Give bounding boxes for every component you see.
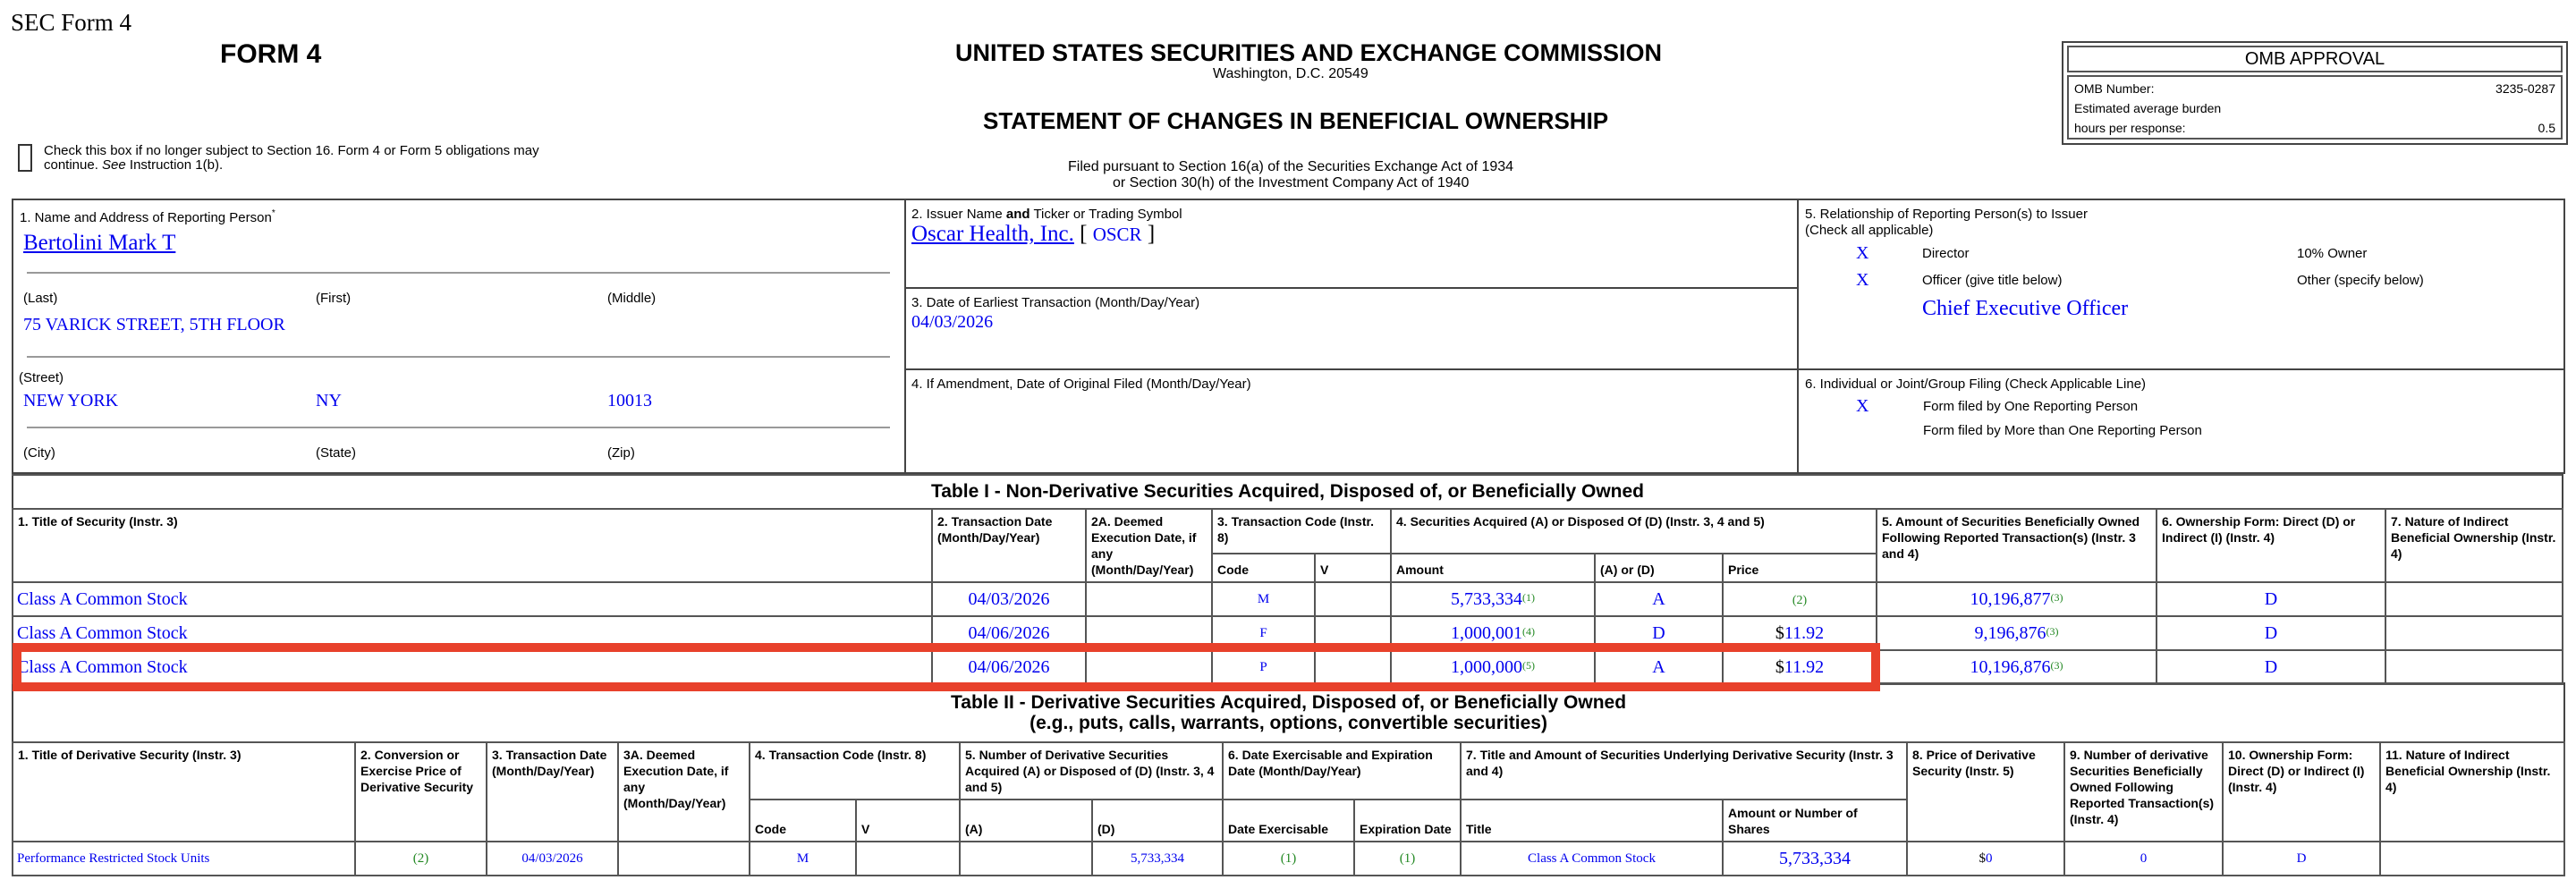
table-1-title: Table I - Non-Derivative Securities Acquired, Disposed of, or Beneficially Owned — [13, 475, 2563, 509]
omb-hours-label: hours per response: — [2074, 121, 2186, 135]
t1-sub-aord: (A) or (D) — [1595, 554, 1723, 582]
filed-line-2: or Section 30(h) of the Investment Company Act of 1940 — [1113, 175, 1470, 190]
deemed-date — [1086, 650, 1212, 684]
box1-label-text: 1. Name and Address of Reporting Person — [20, 210, 272, 225]
ownership-form: D — [2157, 650, 2385, 684]
sec-form-label: SEC Form 4 — [11, 9, 132, 36]
ticker-symbol: OSCR — [1092, 224, 1142, 245]
t2-sub-v: V — [856, 800, 960, 842]
one-person-check[interactable]: X — [1856, 396, 1869, 416]
box3-label: 3. Date of Earliest Transaction (Month/Day/Year) — [911, 295, 1200, 310]
section16-checkbox[interactable] — [18, 144, 32, 172]
t1-header-owned: 5. Amount of Securities Beneficially Owned Following Reported Transaction(s) (Instr. 3 and 4) — [1877, 509, 2157, 582]
t1-header-securities: 4. Securities Acquired (A) or Disposed Of (D) (Instr. 3, 4 and 5) — [1391, 509, 1877, 554]
dollar-sign: $ — [1979, 851, 1986, 866]
amount-cell — [1391, 650, 1595, 684]
a-or-d: D — [1595, 616, 1723, 650]
city-label: (City) — [23, 445, 55, 461]
ownership-form: D — [2223, 842, 2380, 876]
section16-text-line1: Check this box if no longer subject to Section 16. Form 4 or Form 5 obligations may — [44, 143, 539, 158]
t1-header-form: 6. Ownership Form: Direct (D) or Indirect (I) (Instr. 4) — [2157, 509, 2385, 582]
price-cell — [1723, 616, 1877, 650]
nature-cell — [2385, 650, 2563, 684]
amount-cell — [1391, 582, 1595, 616]
box1-label — [20, 210, 275, 225]
earliest-transaction-date: 04/03/2026 — [911, 312, 994, 332]
t1-sub-price: Price — [1723, 554, 1877, 582]
box5-label: 5. Relationship of Reporting Person(s) to Issuer — [1805, 207, 2088, 222]
t2-header-conversion: 2. Conversion or Exercise Price of Derivative Security — [355, 742, 487, 842]
form-title: FORM 4 — [220, 39, 322, 69]
t2-header-title: 1. Title of Derivative Security (Instr. 3) — [13, 742, 355, 842]
v-cell — [1315, 616, 1391, 650]
t2-header-form: 10. Ownership Form: Direct (D) or Indirect (I) (Instr. 4) — [2223, 742, 2380, 842]
box2-label-and: and — [1005, 207, 1030, 222]
table-2-title-line1: Table II - Derivative Securities Acquired, Disposed of, or Beneficially Owned — [951, 692, 1627, 713]
issuer-link[interactable]: Oscar Health, Inc. — [911, 222, 1074, 246]
bracket-open: [ — [1080, 222, 1088, 246]
t2-sub-amount: Amount or Number of Shares — [1723, 800, 1907, 842]
amount: 1,000,000 — [1451, 657, 1522, 677]
other-label: Other (specify below) — [2297, 273, 2424, 288]
omb-title: OMB APPROVAL — [2067, 46, 2563, 72]
security-title: Class A Common Stock — [13, 650, 932, 684]
owned-cell — [1877, 650, 2157, 684]
derivative-price: 0 — [1986, 851, 1993, 866]
transaction-code: M — [750, 842, 856, 876]
a-or-d: A — [1595, 650, 1723, 684]
state-label: (State) — [316, 445, 357, 461]
owned-amount: 10,196,877 — [1970, 589, 2051, 609]
reporting-person-link[interactable]: Bertolini Mark T — [23, 231, 176, 255]
transaction-date: 04/06/2026 — [932, 616, 1086, 650]
security-title: Class A Common Stock — [13, 582, 932, 616]
t2-header-deemed: 3A. Deemed Execution Date, if any (Month/Day/Year) — [618, 742, 750, 842]
t2-sub-exercisable: Date Exercisable — [1223, 800, 1354, 842]
deemed-date — [1086, 582, 1212, 616]
v-cell — [856, 842, 960, 876]
box5-sublabel: (Check all applicable) — [1805, 223, 1934, 238]
dollar-sign: $ — [1775, 657, 1784, 677]
nature-cell — [2385, 616, 2563, 650]
officer-title: Chief Executive Officer — [1922, 297, 2129, 320]
transaction-code: F — [1212, 616, 1315, 650]
security-title: Class A Common Stock — [13, 616, 932, 650]
omb-number: 3235-0287 — [2496, 81, 2555, 96]
transaction-date: 04/03/2026 — [932, 582, 1086, 616]
deemed-date — [618, 842, 750, 876]
footnote[interactable]: (1) — [1522, 591, 1535, 604]
issuer-line — [911, 222, 1155, 247]
transaction-code: P — [1212, 650, 1315, 684]
t2-header-nature: 11. Nature of Indirect Beneficial Ownership (Instr. 4) — [2380, 742, 2564, 842]
t1-sub-code: Code — [1212, 554, 1315, 582]
box6-label: 6. Individual or Joint/Group Filing (Check Applicable Line) — [1805, 377, 2147, 392]
t2-header-exercisable: 6. Date Exercisable and Expiration Date (Month/Day/Year) — [1223, 742, 1461, 800]
derivative-owned: 0 — [2064, 842, 2223, 876]
t1-header-date: 2. Transaction Date (Month/Day/Year) — [932, 509, 1086, 582]
date-exercisable-footnote[interactable]: (1) — [1223, 842, 1354, 876]
box2-label-c: Ticker or Trading Symbol — [1030, 207, 1182, 222]
t2-sub-d: (D) — [1092, 800, 1223, 842]
t1-sub-amount: Amount — [1391, 554, 1595, 582]
asterisk: * — [271, 208, 275, 218]
ownership-form: D — [2157, 582, 2385, 616]
multi-person-label: Form filed by More than One Reporting Person — [1923, 423, 2202, 438]
t1-sub-v: V — [1315, 554, 1391, 582]
state-value: NY — [316, 391, 342, 410]
amount-cell — [1391, 616, 1595, 650]
table-row — [13, 616, 2563, 650]
table-row — [13, 582, 2563, 616]
instruction-text: Instruction 1(b). — [125, 157, 224, 173]
filed-line-1: Filed pursuant to Section 16(a) of the Securities Exchange Act of 1934 — [1068, 159, 1514, 174]
transaction-date: 04/06/2026 — [932, 650, 1086, 684]
t1-header-deemed: 2A. Deemed Execution Date, if any (Month/Day/Year) — [1086, 509, 1212, 582]
last-label: (Last) — [23, 291, 58, 306]
see-text: See — [102, 157, 126, 173]
t2-header-underlying: 7. Title and Amount of Securities Underlying Derivative Security (Instr. 3 and 4) — [1461, 742, 1907, 800]
table-row — [13, 842, 2564, 876]
box2-label-a: 2. Issuer Name — [911, 207, 1006, 222]
footnote[interactable]: (3) — [2050, 591, 2063, 604]
t2-header-price: 8. Price of Derivative Security (Instr. 5) — [1907, 742, 2064, 842]
officer-check[interactable]: X — [1856, 270, 1869, 290]
dollar-sign: $ — [1775, 623, 1784, 643]
director-label: Director — [1922, 246, 1970, 261]
agency-title: UNITED STATES SECURITIES AND EXCHANGE COMMISSION — [955, 39, 1663, 66]
zip-label: (Zip) — [607, 445, 635, 461]
table-2-title — [13, 683, 2564, 742]
footnote[interactable]: (3) — [2050, 659, 2063, 672]
footnote[interactable]: (4) — [1522, 625, 1535, 638]
zip-value: 10013 — [607, 391, 652, 410]
nature-cell — [2385, 582, 2563, 616]
bracket-close: ] — [1147, 222, 1156, 246]
omb-burden-label: Estimated average burden — [2074, 101, 2222, 115]
price: 11.92 — [1784, 657, 1825, 677]
price-footnote[interactable]: (2) — [1792, 593, 1808, 607]
owned-cell — [1877, 582, 2157, 616]
acquired-cell — [960, 842, 1092, 876]
first-label: (First) — [316, 291, 352, 306]
t2-header-number: 5. Number of Derivative Securities Acquired (A) or Disposed of (D) (Instr. 3, 4 and 5) — [960, 742, 1223, 800]
v-cell — [1315, 650, 1391, 684]
t2-sub-title: Title — [1461, 800, 1723, 842]
ownership-form: D — [2157, 616, 2385, 650]
footnote[interactable]: (5) — [1522, 659, 1535, 672]
t2-header-code: 4. Transaction Code (Instr. 8) — [750, 742, 960, 800]
deemed-date — [1086, 616, 1212, 650]
t1-header-code: 3. Transaction Code (Instr. 8) — [1212, 509, 1391, 554]
owned-amount: 9,196,876 — [1974, 623, 2046, 643]
director-check[interactable]: X — [1856, 243, 1869, 263]
section16-text — [44, 144, 539, 173]
omb-approval-box — [2062, 41, 2568, 145]
statement-title: STATEMENT OF CHANGES IN BENEFICIAL OWNERSHIP — [983, 107, 1609, 134]
table-row-highlighted — [13, 650, 2563, 684]
v-cell — [1315, 582, 1391, 616]
nature-cell — [2380, 842, 2564, 876]
middle-label: (Middle) — [607, 291, 657, 306]
officer-label: Officer (give title below) — [1922, 273, 2063, 288]
box2-label — [911, 207, 1182, 222]
derivative-price-cell — [1907, 842, 2064, 876]
price-cell — [1723, 582, 1877, 616]
section16-text-line2: continue. — [44, 157, 103, 173]
a-or-d: A — [1595, 582, 1723, 616]
t1-header-nature: 7. Nature of Indirect Beneficial Ownership (Instr. 4) — [2385, 509, 2563, 582]
disposed-amount: 5,733,334 — [1092, 842, 1223, 876]
table-2-title-line2: (e.g., puts, calls, warrants, options, convertible securities) — [1030, 713, 1547, 733]
city-value: NEW YORK — [23, 391, 119, 410]
ten-percent-owner-label: 10% Owner — [2297, 246, 2368, 261]
table-1-non-derivative — [12, 474, 2563, 685]
t1-header-title: 1. Title of Security (Instr. 3) — [13, 509, 932, 582]
price-cell — [1723, 650, 1877, 684]
amount: 1,000,001 — [1451, 623, 1522, 643]
amount: 5,733,334 — [1451, 589, 1522, 609]
t2-header-date: 3. Transaction Date (Month/Day/Year) — [487, 742, 618, 842]
owned-cell — [1877, 616, 2157, 650]
street-label: (Street) — [19, 370, 64, 385]
t2-sub-code: Code — [750, 800, 856, 842]
footnote[interactable]: (3) — [2046, 625, 2059, 638]
table-2-derivative — [12, 682, 2565, 876]
box4-label: 4. If Amendment, Date of Original Filed (Month/Day/Year) — [911, 377, 1251, 392]
one-person-label: Form filed by One Reporting Person — [1923, 399, 2139, 414]
expiration-date-footnote[interactable]: (1) — [1354, 842, 1461, 876]
conversion-price-footnote[interactable]: (2) — [355, 842, 487, 876]
derivative-title: Performance Restricted Stock Units — [13, 842, 355, 876]
omb-number-label: OMB Number: — [2074, 81, 2155, 96]
transaction-date: 04/03/2026 — [487, 842, 618, 876]
transaction-code: M — [1212, 582, 1315, 616]
t2-header-owned: 9. Number of derivative Securities Beneficially Owned Following Reported Transaction(s) (Instr. 4) — [2064, 742, 2223, 842]
owned-amount: 10,196,876 — [1970, 657, 2051, 677]
t2-sub-a: (A) — [960, 800, 1092, 842]
underlying-title: Class A Common Stock — [1461, 842, 1723, 876]
street-value: 75 VARICK STREET, 5TH FLOOR — [23, 315, 285, 334]
underlying-amount: 5,733,334 — [1723, 842, 1907, 876]
omb-hours: 0.5 — [2538, 121, 2555, 135]
t2-sub-expiration: Expiration Date — [1354, 800, 1461, 842]
price: 11.92 — [1784, 623, 1825, 643]
agency-location: Washington, D.C. 20549 — [1213, 66, 1368, 81]
